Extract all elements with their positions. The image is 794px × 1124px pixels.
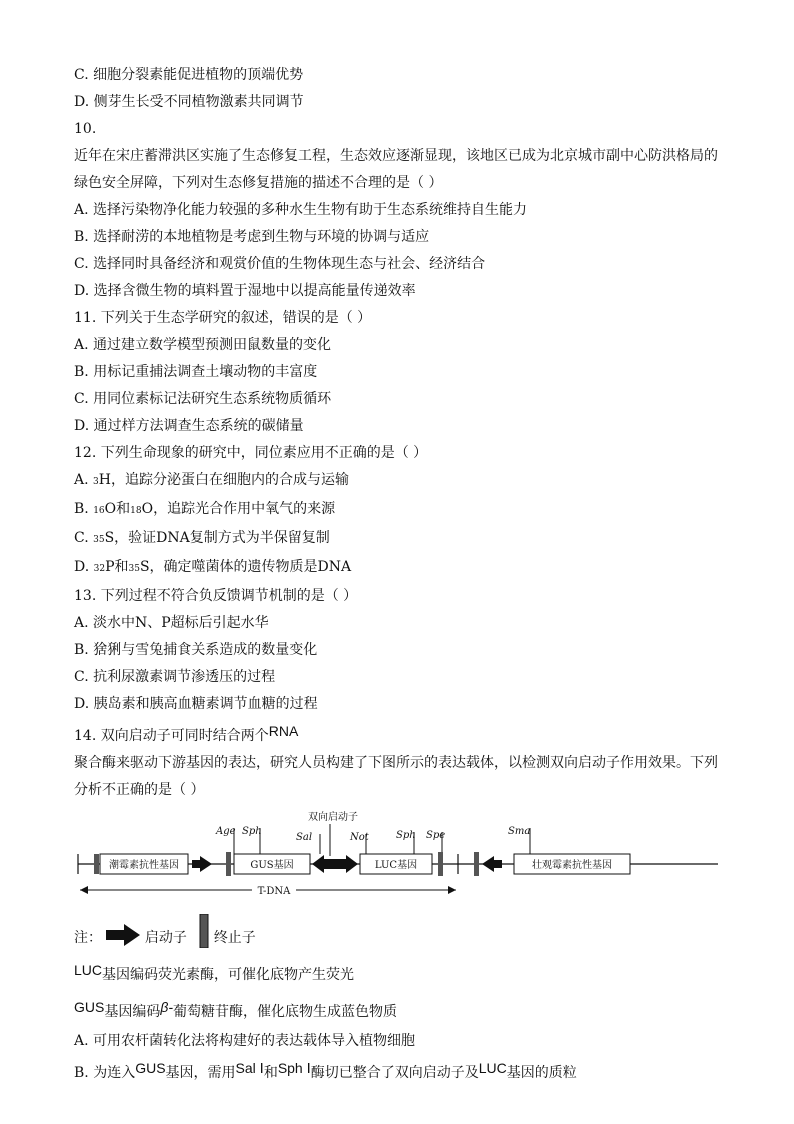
sph-site-label-2: Sph [396, 830, 416, 841]
q12-c-prefix: C. [74, 530, 94, 546]
q12-c-isotope: 35 [93, 535, 105, 545]
q12-option-c [74, 525, 722, 554]
spe-site-label: Spe [426, 830, 446, 841]
q12-b-mid: O和 [104, 501, 131, 517]
terminator-1 [94, 854, 99, 874]
legend-prefix: 注： [74, 930, 102, 946]
q12-b-text: O，追踪光合作用中氧气的来源 [141, 501, 336, 517]
q12-d-mid: P和 [105, 559, 129, 575]
q12-b-prefix: B. [74, 501, 94, 517]
q14-b-part2: 基因，需用 [165, 1065, 236, 1081]
q14-b-part5: 基因的质粒 [506, 1065, 577, 1081]
q14-stem-line2: 聚合酶来驱动下游基因的表达，研究人员构建了下图所示的表达载体，以检测双向启动子作用效果。下列 [74, 755, 718, 771]
q13-option-b: B. 猞猁与雪兔捕食关系造成的数量变化 [74, 642, 318, 658]
terminator-legend-icon [199, 914, 209, 948]
q12-option-d [74, 554, 722, 583]
vector-svg [74, 810, 722, 910]
gus-description-1: 基因编码 [104, 1004, 161, 1020]
q12-a-text: H，追踪分泌蛋白在细胞内的合成与运输 [98, 472, 349, 488]
gus-description-2: 葡萄糖苷酶，催化底物生成蓝色物质 [173, 1004, 398, 1020]
beta-symbol: β- [160, 999, 174, 1015]
q12-c-text: S，验证DNA复制方式为半保留复制 [104, 530, 330, 546]
terminator-2 [226, 852, 231, 876]
luc-description-line [74, 954, 722, 991]
sal-site-label: Sal [296, 832, 313, 843]
q14-stem-line1 [74, 718, 722, 750]
legend-promoter-label: 启动子 [144, 930, 187, 946]
q11-option-d: D. 通过样方法调查生态系统的碳储量 [74, 418, 304, 434]
q13-option-a: A. 淡水中N、P超标后引起水华 [74, 615, 269, 631]
q12-d-isotope2: 35 [128, 564, 140, 574]
q12-b-isotope1: 16 [93, 506, 105, 516]
legend-terminator-label: 终止子 [213, 930, 256, 946]
q12-b-isotope2: 18 [130, 506, 142, 516]
bidirectional-promoter-label: 双向启动子 [308, 812, 358, 823]
q11-option-c: C. 用同位素标记法研究生态系统物质循环 [74, 391, 332, 407]
q14-b-gus: GUS [135, 1060, 166, 1076]
q12-d-text: S，确定噬菌体的遗传物质是DNA [139, 559, 352, 575]
legend-line [74, 914, 722, 954]
q10-stem-line2: 绿色安全屏障，下列对生态修复措施的描述不合理的是（ ） [74, 175, 443, 191]
q12-d-prefix: D. [74, 559, 94, 575]
q13-stem: 13. 下列过程不符合负反馈调节机制的是（ ） [74, 588, 358, 604]
age-site-label: Age [216, 826, 236, 837]
q12-stem: 12. 下列生命现象的研究中，同位素应用不正确的是（ ） [74, 445, 428, 461]
expression-vector-diagram [74, 810, 722, 910]
q14-b-part3: 和 [263, 1065, 278, 1081]
terminator-4 [474, 852, 479, 876]
q9-option-c: C. 细胞分裂素能促进植物的顶端优势 [74, 67, 304, 83]
exam-page [74, 62, 722, 1087]
q14-stem-line3: 分析不正确的是（ ） [74, 782, 205, 798]
q10-option-d: D. 选择含微生物的填料置于湿地中以提高能量传递效率 [74, 283, 416, 299]
promoter-arrow-left [192, 856, 212, 872]
luc-name: LUC [74, 962, 103, 978]
terminator-3 [438, 852, 443, 876]
q14-stem-text: 14. 双向启动子可同时结合两个 [74, 728, 269, 744]
q13-option-d: D. 胰岛素和胰高血糖素调节血糖的过程 [74, 696, 318, 712]
gus-name: GUS [74, 999, 105, 1015]
q12-a-prefix: A. [74, 472, 94, 488]
promoter-arrow-right [482, 856, 502, 872]
q14-option-b [74, 1055, 722, 1087]
sph-site-label-1: Sph [242, 826, 262, 837]
q14-option-a: A. 可用农杆菌转化法将构建好的表达载体导入植物细胞 [74, 1033, 416, 1049]
tdna-arrow-left [80, 886, 88, 894]
gus-gene-label: GUS基因 [250, 860, 294, 871]
q10-number: 10. [74, 121, 97, 137]
q10-option-c: C. 选择同时具备经济和观赏价值的生物体现生态与社会、经济结合 [74, 256, 486, 272]
q12-a-isotope: 3 [93, 477, 99, 487]
sma-site-label: Sma [508, 826, 531, 837]
q14-rna-text: RNA [268, 723, 299, 739]
q11-option-b: B. 用标记重捕法调查土壤动物的丰富度 [74, 364, 318, 380]
q12-option-b [74, 496, 722, 525]
tdna-arrow-right [448, 886, 456, 894]
q10-stem-line1: 近年在宋庄蓄滞洪区实施了生态修复工程，生态效应逐渐显现，该地区已成为北京城市副中心防洪格局的 [74, 148, 718, 164]
q14-b-luc: LUC [478, 1060, 507, 1076]
luc-gene-label: LUC基因 [374, 860, 418, 871]
q11-option-a: A. 通过建立数学模型预测田鼠数量的变化 [74, 337, 332, 353]
q14-b-sph: Sph Ⅰ [277, 1060, 311, 1076]
q14-b-part1: B. 为连入 [74, 1065, 136, 1081]
not-site-label: Not [350, 832, 369, 843]
q12-option-a [74, 467, 722, 496]
gus-description-line [74, 991, 722, 1028]
hygromycin-gene-label: 潮霉素抗性基因 [109, 860, 179, 871]
q11-stem: 11. 下列关于生态学研究的叙述，错误的是（ ） [74, 310, 372, 326]
promoter-legend-icon [106, 924, 140, 946]
tdna-label: T-DNA [257, 886, 291, 897]
q9-option-d: D. 侧芽生长受不同植物激素共同调节 [74, 94, 304, 110]
q13-option-c: C. 抗利尿激素调节渗透压的过程 [74, 669, 276, 685]
q10-option-a: A. 选择污染物净化能力较强的多种水生生物有助于生态系统维持自生能力 [74, 202, 528, 218]
q14-b-part4: 酶切已整合了双向启动子及 [310, 1065, 479, 1081]
q10-option-b: B. 选择耐涝的本地植物是考虑到生物与环境的协调与适应 [74, 229, 430, 245]
bidirectional-promoter-arrow [312, 855, 358, 873]
q12-d-isotope1: 32 [93, 564, 106, 574]
luc-description: 基因编码荧光素酶，可催化底物产生荧光 [102, 967, 355, 983]
spectinomycin-gene-label: 壮观霉素抗性基因 [532, 860, 612, 871]
q14-b-sal: Sal Ⅰ [235, 1060, 264, 1076]
